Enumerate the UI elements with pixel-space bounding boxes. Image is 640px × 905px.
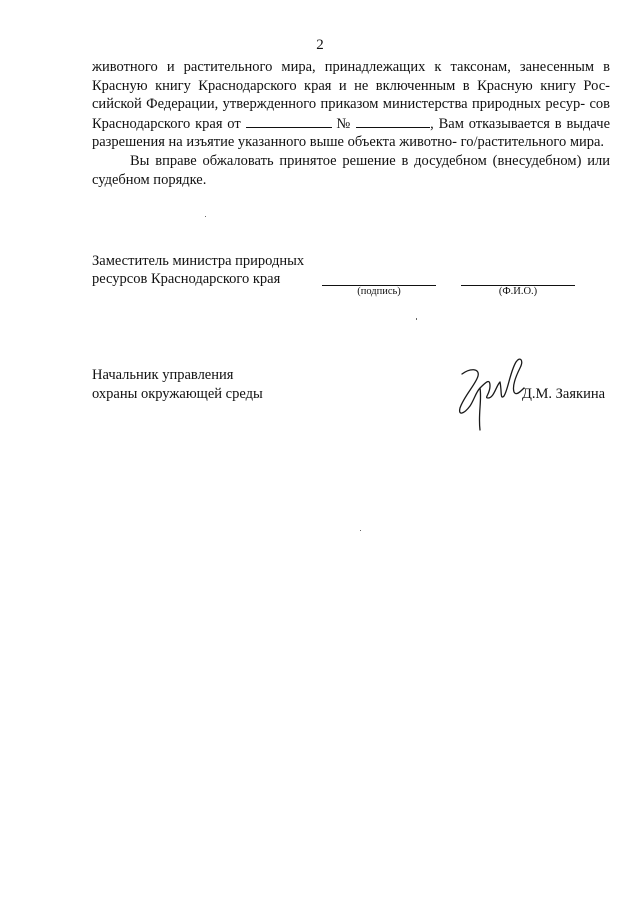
handwritten-signature-icon [450,352,530,432]
chief-title [92,366,263,404]
deputy-title-line: ресурсов Краснодарского края [92,271,281,287]
scan-speck [416,318,417,320]
paragraph-refusal [92,58,610,152]
scan-speck [205,216,206,217]
chief-title-line: Начальник управления [92,367,234,383]
paragraph-line: выдаче разрешения на изъятие указанного выше объекта животно- [92,115,611,151]
number-sign: № [336,115,352,132]
scan-speck [360,530,361,531]
paragraph-line: животного и растительного мира, принадлежащих к таксонам, занесенным в [92,59,610,75]
page-number: 2 [316,37,324,53]
paragraph-line: сов Краснодарского края от [92,96,610,132]
paragraph-line: го/растительного мира. [460,134,605,151]
number-blank-field [356,114,430,128]
paragraph-line: Красную книгу Краснодарского края и не включенным в Красную книгу Рос- [92,77,610,94]
signer-name: Д.М. Заякина [522,386,606,402]
paragraph-line: сийской Федерации, утвержденного приказом министерства природных ресур- [92,96,586,113]
document-body [92,58,610,189]
date-blank-field [246,114,332,128]
deputy-title-line: Заместитель министра природных [92,253,305,269]
chief-title-line: охраны окружающей среды [92,386,263,402]
paragraph-line: , Вам отказывается в [430,115,562,132]
paragraph-line: или судебном порядке. [92,152,610,188]
paragraph-appeal [92,152,610,189]
deputy-title [92,252,304,288]
fio-caption: (Ф.И.О.) [498,286,538,297]
paragraph-line: Вы вправе обжаловать принятое решение в досудебном (внесудебном) [130,152,582,169]
signature-caption: (подпись) [357,286,401,297]
